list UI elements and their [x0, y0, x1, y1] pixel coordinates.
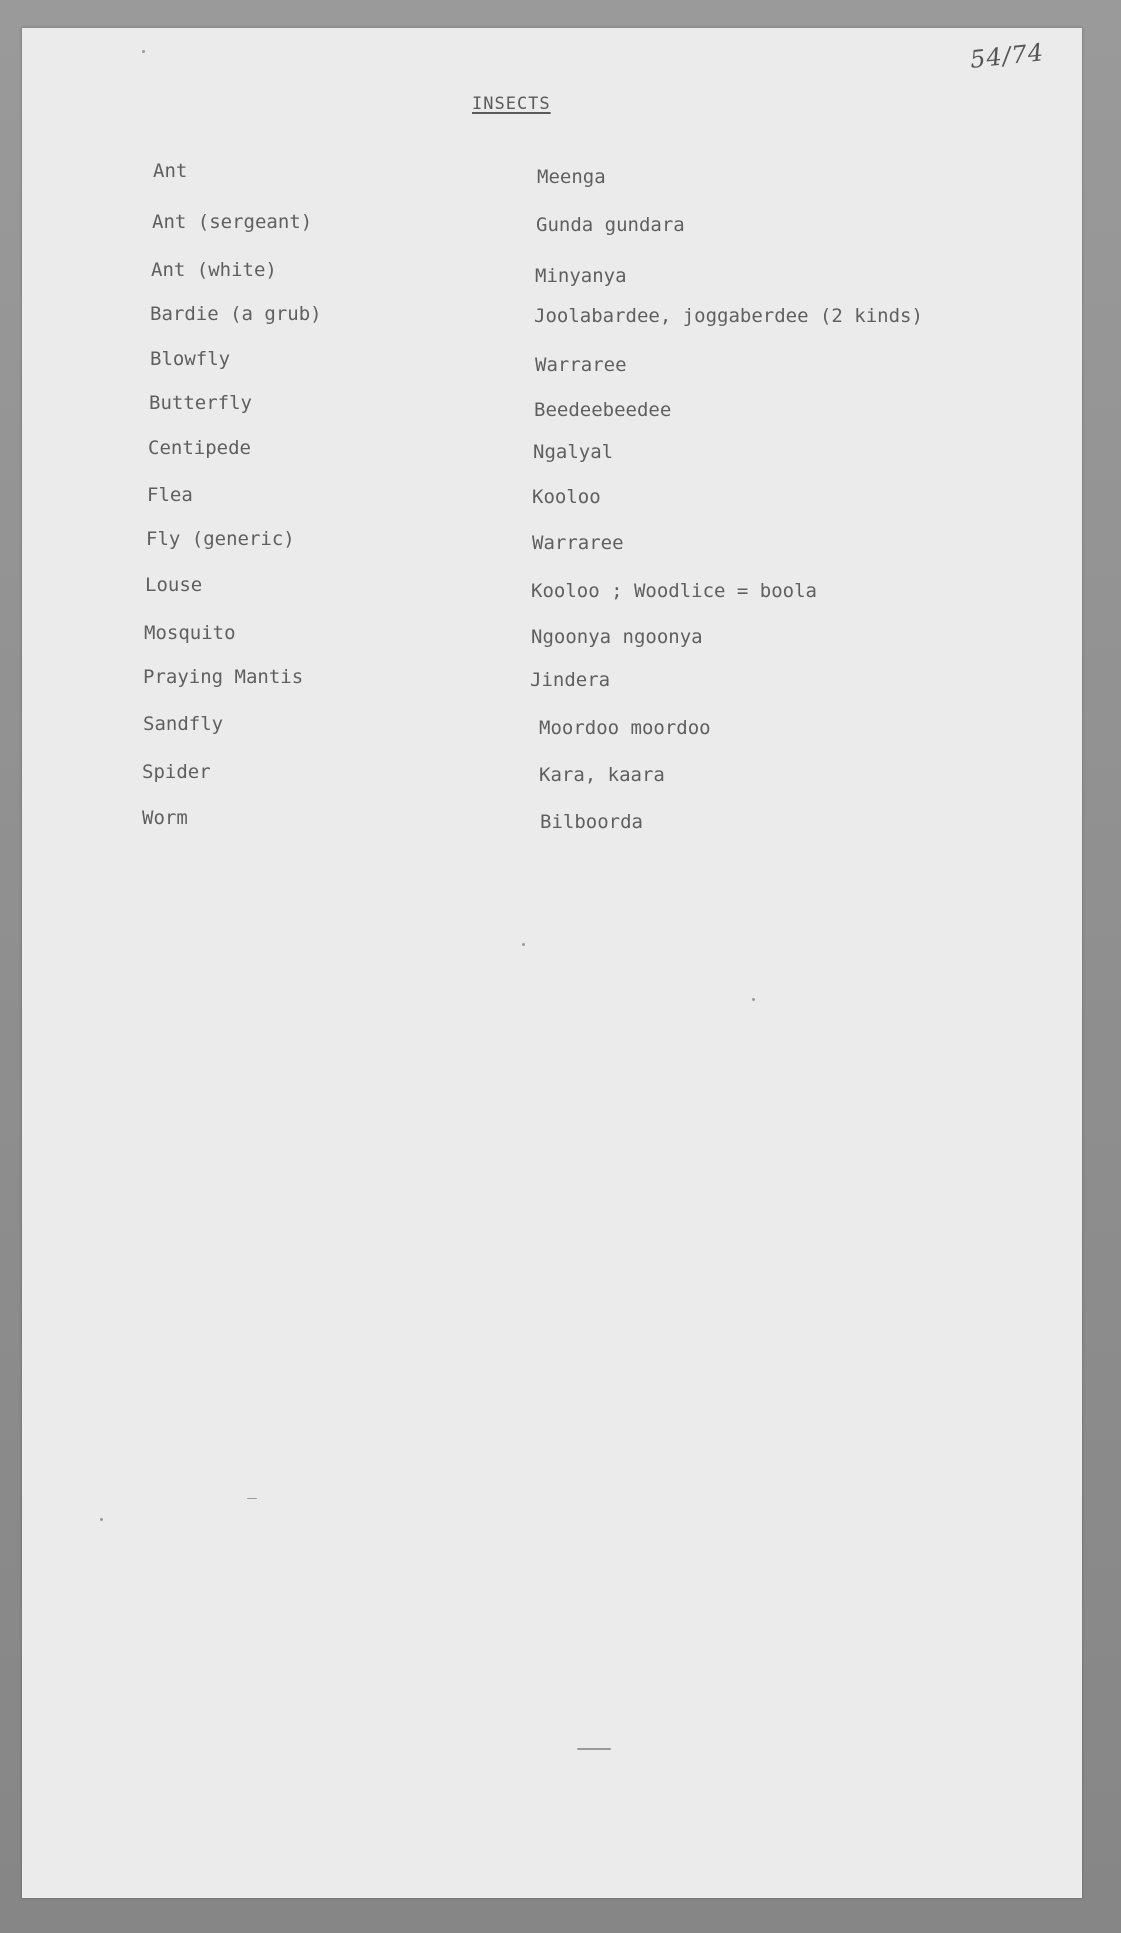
- english-term: Worm: [142, 807, 188, 829]
- native-term: Joolabardee, joggaberdee (2 kinds): [534, 305, 923, 327]
- english-term: Fly (generic): [146, 528, 295, 550]
- english-term: Mosquito: [144, 622, 236, 644]
- native-term: Moordoo moordoo: [539, 717, 711, 739]
- english-term: Ant (sergeant): [152, 211, 313, 233]
- document-page: [22, 28, 1082, 1898]
- native-term: Jindera: [530, 669, 611, 691]
- native-term: Kara, kaara: [539, 764, 665, 786]
- list-item: [22, 303, 1082, 343]
- native-term: Kooloo: [532, 486, 601, 508]
- native-term: Beedeebeedee: [534, 399, 672, 421]
- vocabulary-list: [22, 28, 1082, 1898]
- english-term: Louse: [145, 574, 203, 596]
- paper-speck: [247, 1498, 257, 1499]
- native-term: Warraree: [532, 532, 624, 554]
- native-term: Kooloo ; Woodlice = boola: [531, 580, 817, 602]
- native-term: Gunda gundara: [536, 214, 685, 236]
- list-item: [22, 574, 1082, 614]
- list-item: [22, 392, 1082, 432]
- native-term: Ngalyal: [533, 441, 614, 463]
- list-item: [22, 437, 1082, 477]
- english-term: Praying Mantis: [143, 666, 304, 688]
- paper-speck: [142, 50, 145, 53]
- list-item: [22, 666, 1082, 706]
- list-item: [22, 528, 1082, 568]
- english-term: Ant (white): [151, 259, 277, 281]
- list-item: [22, 713, 1082, 753]
- list-item: [22, 348, 1082, 388]
- list-item: [22, 807, 1082, 847]
- list-item: [22, 622, 1082, 662]
- paper-speck: [752, 998, 755, 1001]
- english-term: Bardie (a grub): [150, 303, 322, 325]
- paper-speck: [100, 1518, 103, 1521]
- handwritten-page-number: 54/74: [968, 38, 1046, 74]
- native-term: Ngoonya ngoonya: [531, 626, 703, 648]
- native-term: Meenga: [537, 166, 606, 188]
- list-item: [22, 259, 1082, 299]
- english-term: Blowfly: [150, 348, 231, 370]
- english-term: Spider: [142, 761, 211, 783]
- list-item: [22, 160, 1082, 200]
- english-term: Ant: [153, 160, 188, 182]
- paper-speck: [577, 1748, 611, 1750]
- english-term: Flea: [147, 484, 193, 506]
- native-term: Warraree: [535, 354, 627, 376]
- list-item: [22, 211, 1082, 251]
- english-term: Centipede: [148, 437, 251, 459]
- native-term: Bilboorda: [540, 811, 643, 833]
- list-item: [22, 484, 1082, 524]
- paper-speck: [522, 943, 525, 946]
- english-term: Sandfly: [143, 713, 224, 735]
- page-title: INSECTS: [472, 94, 551, 114]
- english-term: Butterfly: [149, 392, 252, 414]
- list-item: [22, 761, 1082, 801]
- native-term: Minyanya: [535, 265, 627, 287]
